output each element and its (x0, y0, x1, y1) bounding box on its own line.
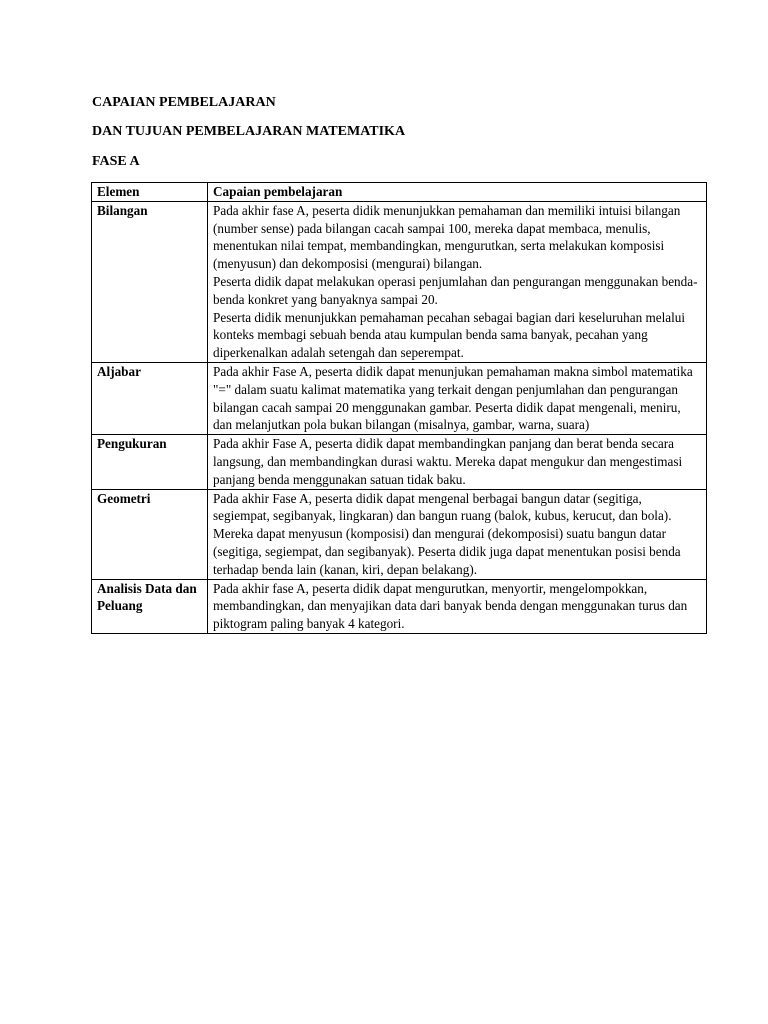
table-row (92, 579, 707, 633)
row-elemen-analisis-data: Analisis Data dan Peluang (92, 579, 208, 633)
column-header-elemen: Elemen (92, 183, 208, 202)
capaian-paragraph: Pada akhir Fase A, peserta didik dapat mengenal berbagai bangun datar (segitiga, segiempat, segibanyak, lingkaran) dan bangun ruang (balok, kubus, kerucut, dan bola). Mereka dapat menyusun (komposisi) dan mengurai (dekomposisi) suatu bangun datar (segitiga, segiempat, dan segibanyak). Peserta didik juga dapat menentukan posisi benda terhadap benda lain (kanan, kiri, depan belakang). (213, 490, 681, 577)
row-capaian-geometri (208, 489, 707, 579)
capaian-paragraph: Pada akhir fase A, peserta didik menunjukkan pemahaman dan memiliki intuisi bilangan (number sense) pada bilangan cacah sampai 100, mereka dapat membaca, menulis, menentukan nilai tempat, membandingkan, mengurutkan, serta melakukan komposisi (menyusun) dan dekomposisi (mengurai) bilangan. (213, 202, 681, 272)
row-capaian-pengukuran (208, 435, 707, 489)
document-title-line-2: DAN TUJUAN PEMBELAJARAN MATEMATIKA (92, 124, 406, 139)
learning-outcomes-table (91, 182, 707, 634)
capaian-paragraph: Pada akhir Fase A, peserta didik dapat menunjukan pemahaman makna simbol matematika "=" dalam suatu kalimat matematika yang terkait dengan penjumlahan dan pengurangan bilangan cacah sampai 20 menggunakan gambar. Peserta didik dapat mengenali, meniru, dan melanjutkan pola bukan bilangan (misalnya, gambar, warna, suara) (213, 363, 693, 433)
row-elemen-bilangan: Bilangan (92, 201, 208, 362)
row-elemen-aljabar: Aljabar (92, 362, 208, 434)
row-capaian-bilangan (208, 201, 707, 362)
capaian-paragraph: Pada akhir fase A, peserta didik dapat mengurutkan, menyortir, mengelompokkan, membandingkan, dan menyajikan data dari banyak benda dengan menggunakan turus dan piktogram paling banyak 4 kategori. (213, 580, 688, 632)
table-row (92, 435, 707, 489)
table-row (92, 489, 707, 579)
table-row (92, 362, 707, 434)
capaian-paragraph: Peserta didik menunjukkan pemahaman pecahan sebagai bagian dari keseluruhan melalui konteks membagi sebuah benda atau kumpulan benda sama banyak, pecahan yang diperkenalkan adalah setengah dan seperempat. (213, 309, 686, 361)
capaian-paragraph: Peserta didik dapat melakukan operasi penjumlahan dan pengurangan menggunakan benda-benda konkret yang banyaknya sampai 20. (213, 273, 698, 307)
table-header-row (92, 183, 707, 202)
capaian-paragraph: Pada akhir Fase A, peserta didik dapat membandingkan panjang dan berat benda secara langsung, dan membandingkan durasi waktu. Mereka dapat mengukur dan mengestimasi panjang benda menggunakan satuan tidak baku. (213, 436, 683, 487)
document-title-line-1: CAPAIAN PEMBELAJARAN (92, 95, 276, 110)
phase-heading: FASE A (92, 154, 140, 169)
table-row (92, 201, 707, 362)
column-header-capaian: Capaian pembelajaran (208, 183, 707, 202)
row-elemen-geometri: Geometri (92, 489, 208, 579)
row-capaian-analisis-data (208, 579, 707, 633)
row-elemen-pengukuran: Pengukuran (92, 435, 208, 489)
row-capaian-aljabar (208, 362, 707, 434)
